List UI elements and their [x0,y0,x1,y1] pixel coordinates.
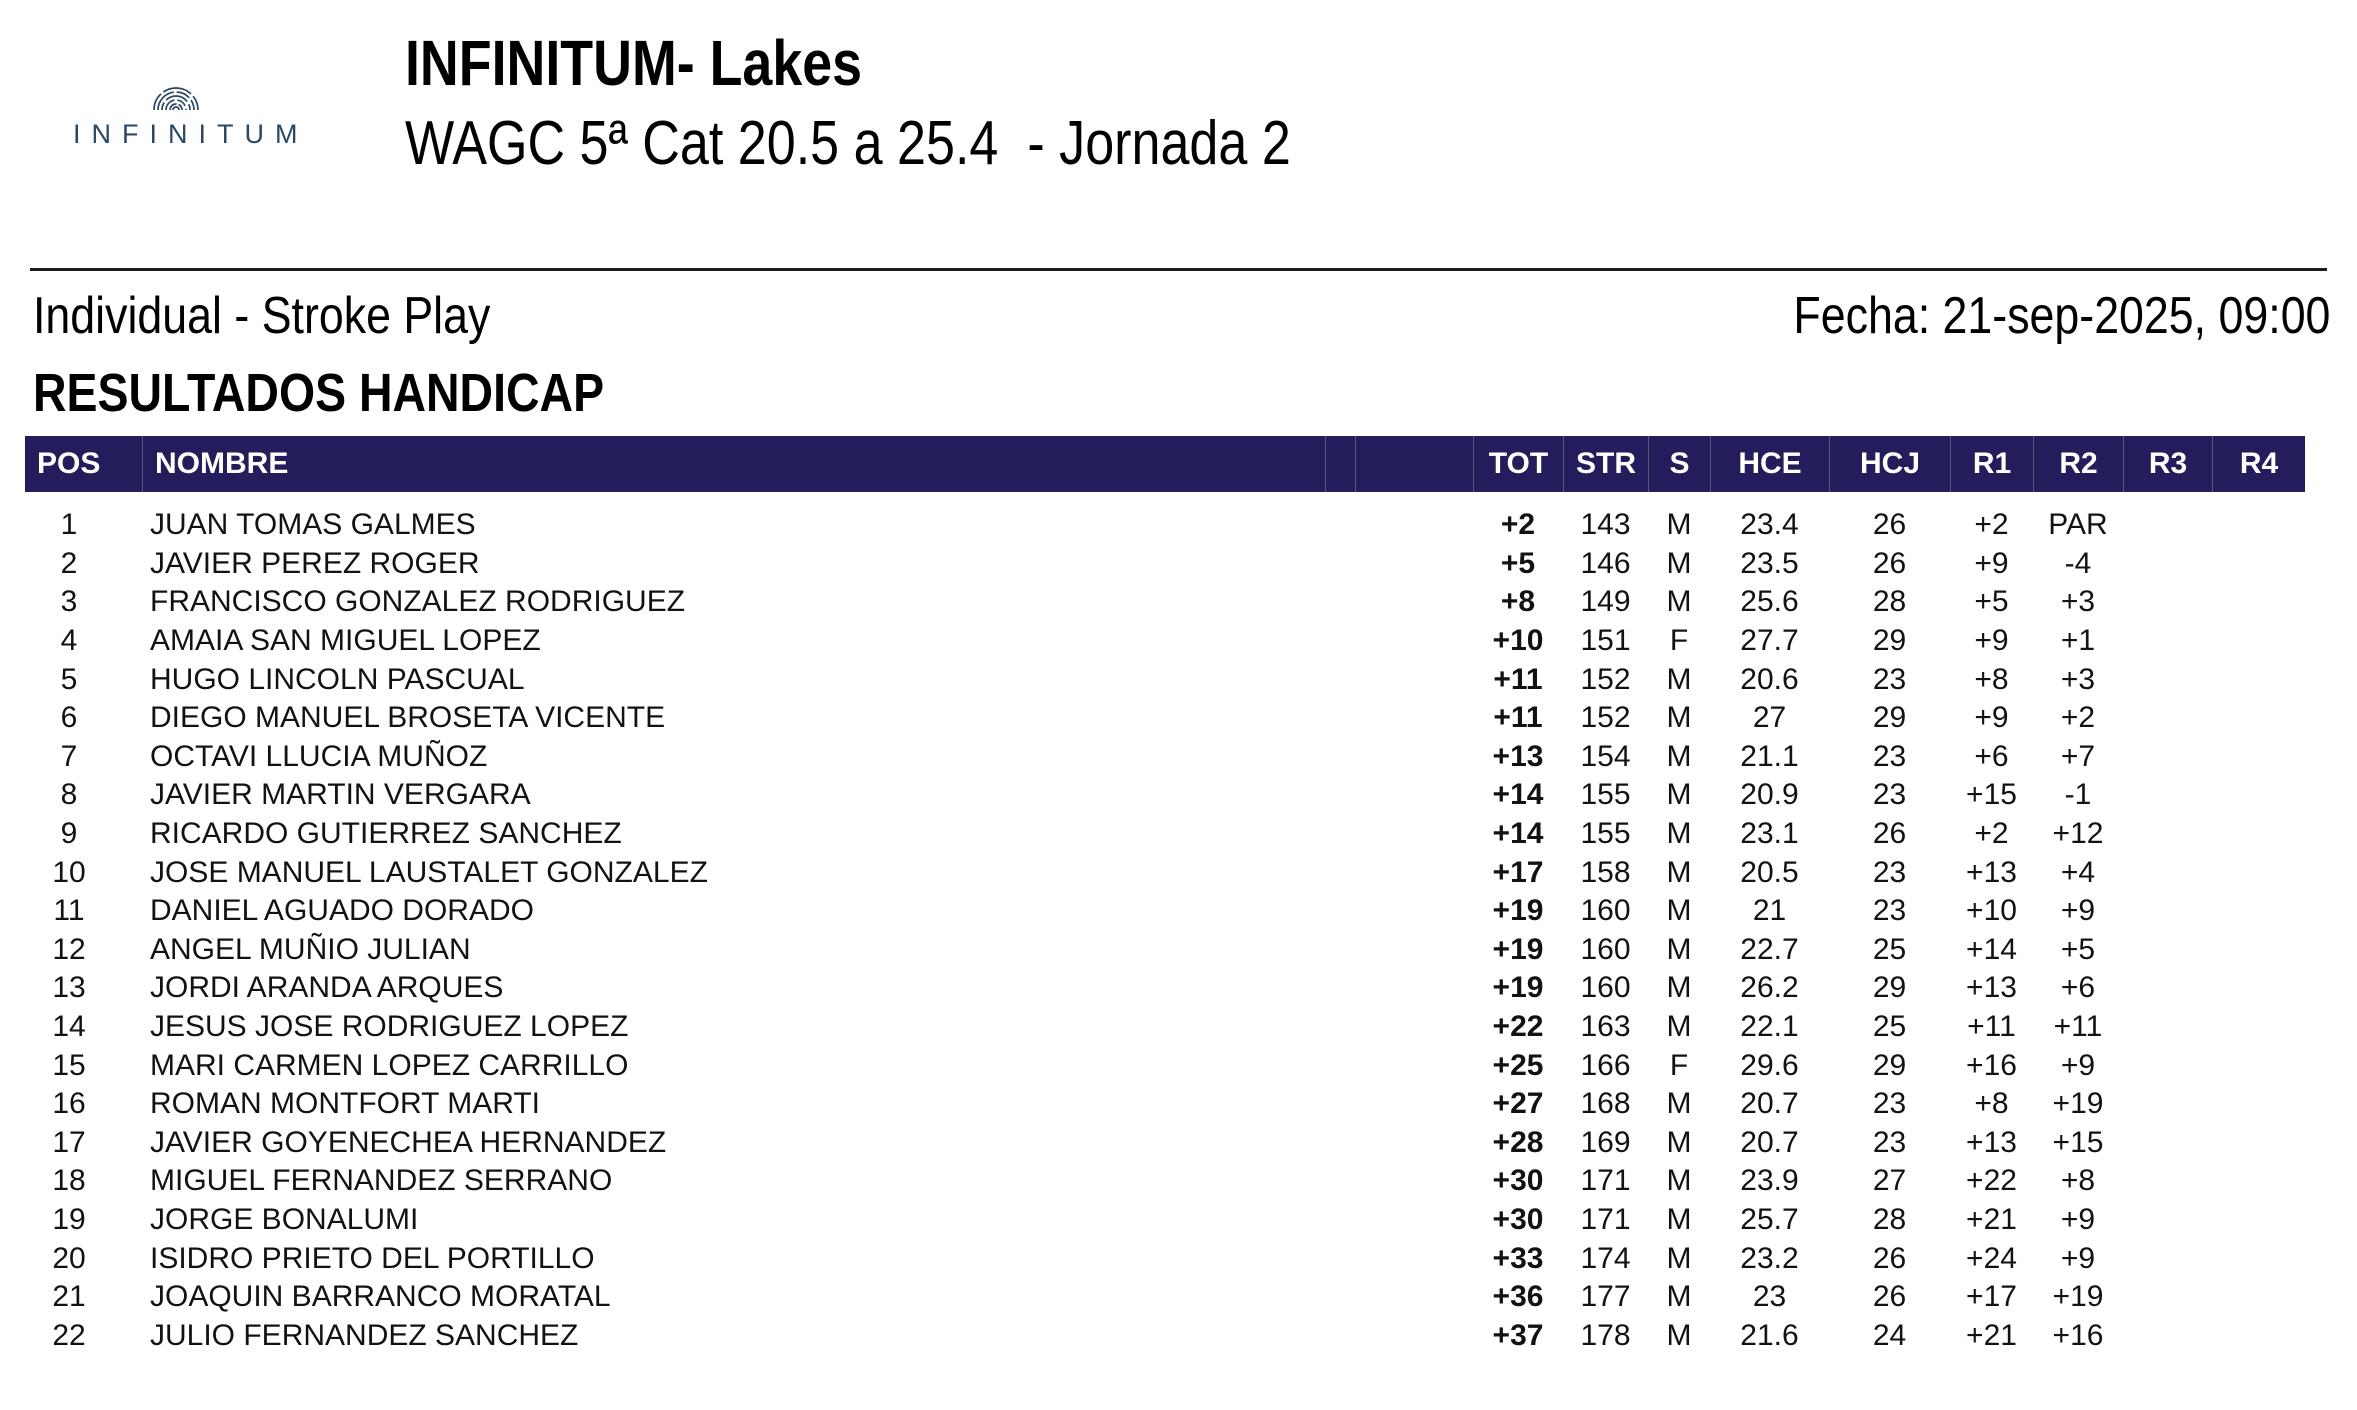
col-pos: POS [37,447,101,480]
cell-tot: +28 [1492,1125,1544,1159]
cell-tot: +22 [1492,1010,1544,1044]
divider-line [30,268,2327,271]
cell-tot: +30 [1492,1164,1544,1198]
cell-nombre: RICARDO GUTIERREZ SANCHEZ [150,817,622,851]
cell-pos: 13 [52,971,86,1005]
table-row [25,738,2305,777]
cell-nombre: MIGUEL FERNANDEZ SERRANO [150,1164,613,1198]
table-row [25,1278,2305,1317]
table-row [25,776,2305,815]
cell-hce: 21.1 [1740,739,1799,773]
cell-tot: +8 [1500,585,1536,619]
cell-r2: +9 [2060,1048,2096,1082]
cell-r1: +24 [1966,1241,2017,1275]
cell-sex: M [1666,932,1692,966]
cell-sex: M [1666,1164,1692,1198]
cell-pos: 5 [60,662,78,696]
cell-tot: +10 [1492,624,1544,658]
cell-sex: M [1666,1202,1692,1236]
cell-sex: M [1666,546,1692,580]
cell-hcj: 23 [1872,1087,1907,1121]
cell-hcj: 23 [1872,1125,1907,1159]
meta-row [33,286,2330,346]
cell-r2: +7 [2060,739,2096,773]
cell-sex: F [1669,1048,1689,1082]
cell-nombre: JESUS JOSE RODRIGUEZ LOPEZ [150,1010,629,1044]
cell-hcj: 25 [1872,1010,1907,1044]
event-title-block [405,27,1460,179]
cell-pos: 10 [52,855,86,889]
cell-tot: +19 [1492,932,1544,966]
results-table-header [25,436,2305,492]
cell-tot: +14 [1492,778,1544,812]
cell-tot: +17 [1492,855,1544,889]
cell-r2: +19 [2052,1280,2104,1314]
table-row [25,892,2305,931]
cell-sex: M [1666,894,1692,928]
cell-pos: 1 [60,508,78,542]
col-tot: TOT [1473,436,1563,492]
cell-pos: 14 [52,1010,86,1044]
cell-pos: 21 [52,1280,86,1314]
cell-str: 152 [1580,701,1631,735]
cell-nombre: JORDI ARANDA ARQUES [150,971,504,1005]
date-label: Fecha: 21-sep-2025, 09:00 [1792,287,2330,345]
col-blank-2 [1355,436,1473,492]
table-row [25,1008,2305,1047]
cell-nombre: JAVIER GOYENECHEA HERNANDEZ [150,1125,667,1159]
cell-nombre: ANGEL MUÑIO JULIAN [150,932,471,966]
cell-sex: M [1666,1318,1692,1352]
results-table-body [25,506,2305,1355]
table-row [25,660,2305,699]
cell-r1: +9 [1974,701,2009,735]
col-r3: R3 [2123,436,2212,492]
cell-nombre: DIEGO MANUEL BROSETA VICENTE [150,701,666,735]
cell-tot: +30 [1492,1202,1544,1236]
table-row [25,931,2305,970]
cell-tot: +19 [1492,894,1544,928]
cell-pos: 19 [52,1202,86,1236]
cell-nombre: ROMAN MONTFORT MARTI [150,1087,540,1121]
cell-hce: 29.6 [1740,1048,1799,1082]
cell-r1: +2 [1974,817,2009,851]
cell-str: 171 [1580,1202,1631,1236]
cell-hcj: 23 [1872,778,1907,812]
cell-r2: +12 [2052,817,2104,851]
cell-r1: +2 [1974,508,2009,542]
table-row [25,1124,2305,1163]
cell-r1: +17 [1966,1280,2017,1314]
cell-r2: -1 [2064,778,2092,812]
col-hce: HCE [1710,436,1829,492]
table-row [25,506,2305,545]
table-row [25,699,2305,738]
cell-hce: 21 [1752,894,1787,928]
cell-r2: +3 [2060,585,2096,619]
table-row [25,1046,2305,1085]
table-row [25,622,2305,661]
cell-sex: M [1666,1125,1692,1159]
cell-sex: M [1666,739,1692,773]
cell-hce: 20.6 [1740,662,1799,696]
cell-hce: 26.2 [1740,971,1799,1005]
cell-r2: +4 [2060,855,2096,889]
cell-r1: +9 [1974,546,2009,580]
cell-r1: +22 [1966,1164,2017,1198]
cell-r1: +6 [1974,739,2009,773]
cell-nombre: JAVIER MARTIN VERGARA [150,778,531,812]
cell-str: 168 [1580,1087,1631,1121]
cell-hcj: 29 [1872,971,1907,1005]
section-title: RESULTADOS HANDICAP [33,363,605,423]
cell-sex: M [1666,1241,1692,1275]
cell-hce: 25.6 [1740,585,1799,619]
cell-str: 160 [1580,894,1631,928]
table-row [25,969,2305,1008]
cell-pos: 2 [60,546,78,580]
cell-hcj: 26 [1872,546,1907,580]
cell-sex: F [1669,624,1689,658]
cell-r2: +9 [2060,1241,2096,1275]
cell-hce: 27 [1752,701,1787,735]
cell-str: 146 [1580,546,1631,580]
table-row [25,1085,2305,1124]
cell-r1: +13 [1966,855,2017,889]
cell-hce: 25.7 [1740,1202,1799,1236]
cell-str: 160 [1580,971,1631,1005]
cell-str: 166 [1580,1048,1631,1082]
cell-pos: 16 [52,1087,86,1121]
col-nombre: NOMBRE [142,436,1325,492]
cell-tot: +25 [1492,1048,1544,1082]
cell-hcj: 26 [1872,817,1907,851]
cell-tot: +14 [1492,817,1544,851]
cell-pos: 22 [52,1318,86,1352]
cell-tot: +11 [1493,701,1543,735]
table-row [25,1162,2305,1201]
cell-r2: +9 [2060,1202,2096,1236]
cell-hce: 23.2 [1740,1241,1799,1275]
cell-r1: +21 [1966,1202,2017,1236]
cell-r2: +2 [2060,701,2096,735]
cell-pos: 11 [53,894,85,928]
cell-sex: M [1666,662,1692,696]
cell-pos: 9 [60,817,78,851]
cell-hce: 27.7 [1740,624,1799,658]
cell-r2: -4 [2064,546,2092,580]
cell-nombre: AMAIA SAN MIGUEL LOPEZ [150,624,541,658]
cell-str: 169 [1580,1125,1631,1159]
cell-nombre: JOSE MANUEL LAUSTALET GONZALEZ [150,855,708,889]
cell-str: 171 [1580,1164,1631,1198]
cell-sex: M [1666,508,1692,542]
cell-nombre: JULIO FERNANDEZ SANCHEZ [150,1318,579,1352]
cell-sex: M [1666,817,1692,851]
cell-hce: 20.5 [1740,855,1799,889]
play-format-label: Individual - Stroke Play [33,287,491,345]
cell-pos: 3 [60,585,78,619]
cell-str: 160 [1580,932,1631,966]
cell-pos: 7 [60,739,78,773]
cell-sex: M [1666,1087,1692,1121]
cell-tot: +11 [1493,662,1543,696]
event-title: INFINITUM- Lakes [405,27,863,99]
cell-sex: M [1666,585,1692,619]
table-row [25,545,2305,584]
cell-str: 151 [1580,624,1631,658]
col-s: S [1648,436,1710,492]
cell-r1: +13 [1966,971,2017,1005]
cell-hcj: 23 [1872,855,1907,889]
cell-r2: +3 [2060,662,2096,696]
cell-hce: 20.7 [1740,1087,1799,1121]
cell-pos: 12 [52,932,86,966]
cell-hce: 23.1 [1740,817,1799,851]
cell-str: 143 [1580,508,1631,542]
cell-str: 155 [1580,817,1631,851]
cell-nombre: DANIEL AGUADO DORADO [150,894,534,928]
cell-str: 152 [1580,662,1631,696]
cell-tot: +13 [1492,739,1544,773]
cell-sex: M [1666,701,1692,735]
cell-pos: 4 [60,624,78,658]
cell-hcj: 29 [1872,624,1907,658]
cell-r1: +8 [1974,1087,2009,1121]
cell-nombre: MARI CARMEN LOPEZ CARRILLO [150,1048,629,1082]
cell-pos: 8 [60,778,78,812]
cell-nombre: HUGO LINCOLN PASCUAL [150,662,525,696]
cell-tot: +37 [1492,1318,1544,1352]
logo-wordmark: INFINITUM [73,119,309,149]
cell-hce: 22.7 [1740,932,1799,966]
cell-nombre: FRANCISCO GONZALEZ RODRIGUEZ [150,585,686,619]
cell-str: 178 [1580,1318,1631,1352]
cell-str: 177 [1580,1280,1631,1314]
cell-hcj: 29 [1872,1048,1907,1082]
cell-str: 154 [1580,739,1631,773]
cell-r1: +5 [1974,585,2009,619]
fingerprint-icon [148,76,204,112]
cell-pos: 17 [52,1125,86,1159]
cell-tot: +33 [1492,1241,1544,1275]
cell-r1: +8 [1974,662,2009,696]
cell-str: 174 [1580,1241,1631,1275]
cell-r1: +15 [1966,778,2017,812]
cell-r1: +16 [1966,1048,2017,1082]
brand-logo [62,76,309,150]
table-row [25,1316,2305,1355]
cell-hce: 23 [1752,1280,1787,1314]
cell-nombre: JOAQUIN BARRANCO MORATAL [150,1280,611,1314]
cell-hcj: 24 [1872,1318,1907,1352]
cell-r2: +5 [2060,932,2096,966]
cell-sex: M [1666,1010,1692,1044]
cell-hcj: 29 [1872,701,1907,735]
cell-tot: +5 [1500,546,1536,580]
cell-sex: M [1666,971,1692,1005]
cell-hcj: 23 [1872,662,1907,696]
event-subtitle: WAGC 5ª Cat 20.5 a 25.4 - Jornada 2 [405,109,1291,179]
col-r1: R1 [1950,436,2033,492]
cell-hcj: 27 [1872,1164,1907,1198]
table-row [25,1201,2305,1240]
col-hcj: HCJ [1829,436,1950,492]
cell-hce: 22.1 [1740,1010,1799,1044]
col-r2: R2 [2033,436,2123,492]
col-r4: R4 [2212,436,2305,492]
cell-str: 163 [1580,1010,1631,1044]
cell-sex: M [1666,1280,1692,1314]
cell-str: 155 [1580,778,1631,812]
cell-r2: +15 [2052,1125,2104,1159]
cell-r1: +21 [1966,1318,2017,1352]
cell-hcj: 28 [1872,585,1907,619]
cell-r1: +13 [1966,1125,2017,1159]
cell-str: 149 [1580,585,1631,619]
table-row [25,583,2305,622]
cell-nombre: JORGE BONALUMI [150,1202,419,1236]
col-str: STR [1563,436,1648,492]
cell-hcj: 26 [1872,1280,1907,1314]
cell-nombre: ISIDRO PRIETO DEL PORTILLO [150,1241,595,1275]
cell-hcj: 23 [1872,894,1907,928]
cell-str: 158 [1580,855,1631,889]
cell-r1: +14 [1966,932,2017,966]
cell-hce: 23.4 [1740,508,1799,542]
cell-r2: +19 [2052,1087,2104,1121]
cell-pos: 15 [52,1048,86,1082]
cell-nombre: OCTAVI LLUCIA MUÑOZ [150,739,488,773]
cell-r2: +6 [2060,971,2096,1005]
cell-tot: +27 [1492,1087,1544,1121]
cell-hce: 23.5 [1740,546,1799,580]
cell-pos: 20 [52,1241,86,1275]
cell-nombre: JUAN TOMAS GALMES [150,508,476,542]
cell-hce: 21.6 [1740,1318,1799,1352]
cell-r1: +9 [1974,624,2009,658]
cell-hcj: 23 [1872,739,1907,773]
cell-pos: 18 [52,1164,86,1198]
table-row [25,815,2305,854]
cell-tot: +36 [1492,1280,1544,1314]
cell-r1: +10 [1966,894,2017,928]
cell-hcj: 26 [1872,508,1907,542]
cell-r2: +11 [2053,1010,2103,1044]
cell-hcj: 26 [1872,1241,1907,1275]
cell-hce: 23.9 [1740,1164,1799,1198]
table-row [25,853,2305,892]
cell-r2: PAR [2048,508,2108,542]
cell-r1: +11 [1967,1010,2016,1044]
cell-r2: +16 [2052,1318,2104,1352]
table-row [25,1239,2305,1278]
cell-sex: M [1666,778,1692,812]
cell-tot: +19 [1492,971,1544,1005]
cell-hcj: 28 [1872,1202,1907,1236]
cell-tot: +2 [1500,508,1536,542]
cell-sex: M [1666,855,1692,889]
cell-hcj: 25 [1872,932,1907,966]
cell-hce: 20.9 [1740,778,1799,812]
cell-pos: 6 [60,701,78,735]
cell-r2: +8 [2060,1164,2096,1198]
cell-r2: +9 [2060,894,2096,928]
cell-nombre: JAVIER PEREZ ROGER [150,546,480,580]
col-blank-1 [1325,436,1355,492]
cell-r2: +1 [2060,624,2096,658]
cell-hce: 20.7 [1740,1125,1799,1159]
